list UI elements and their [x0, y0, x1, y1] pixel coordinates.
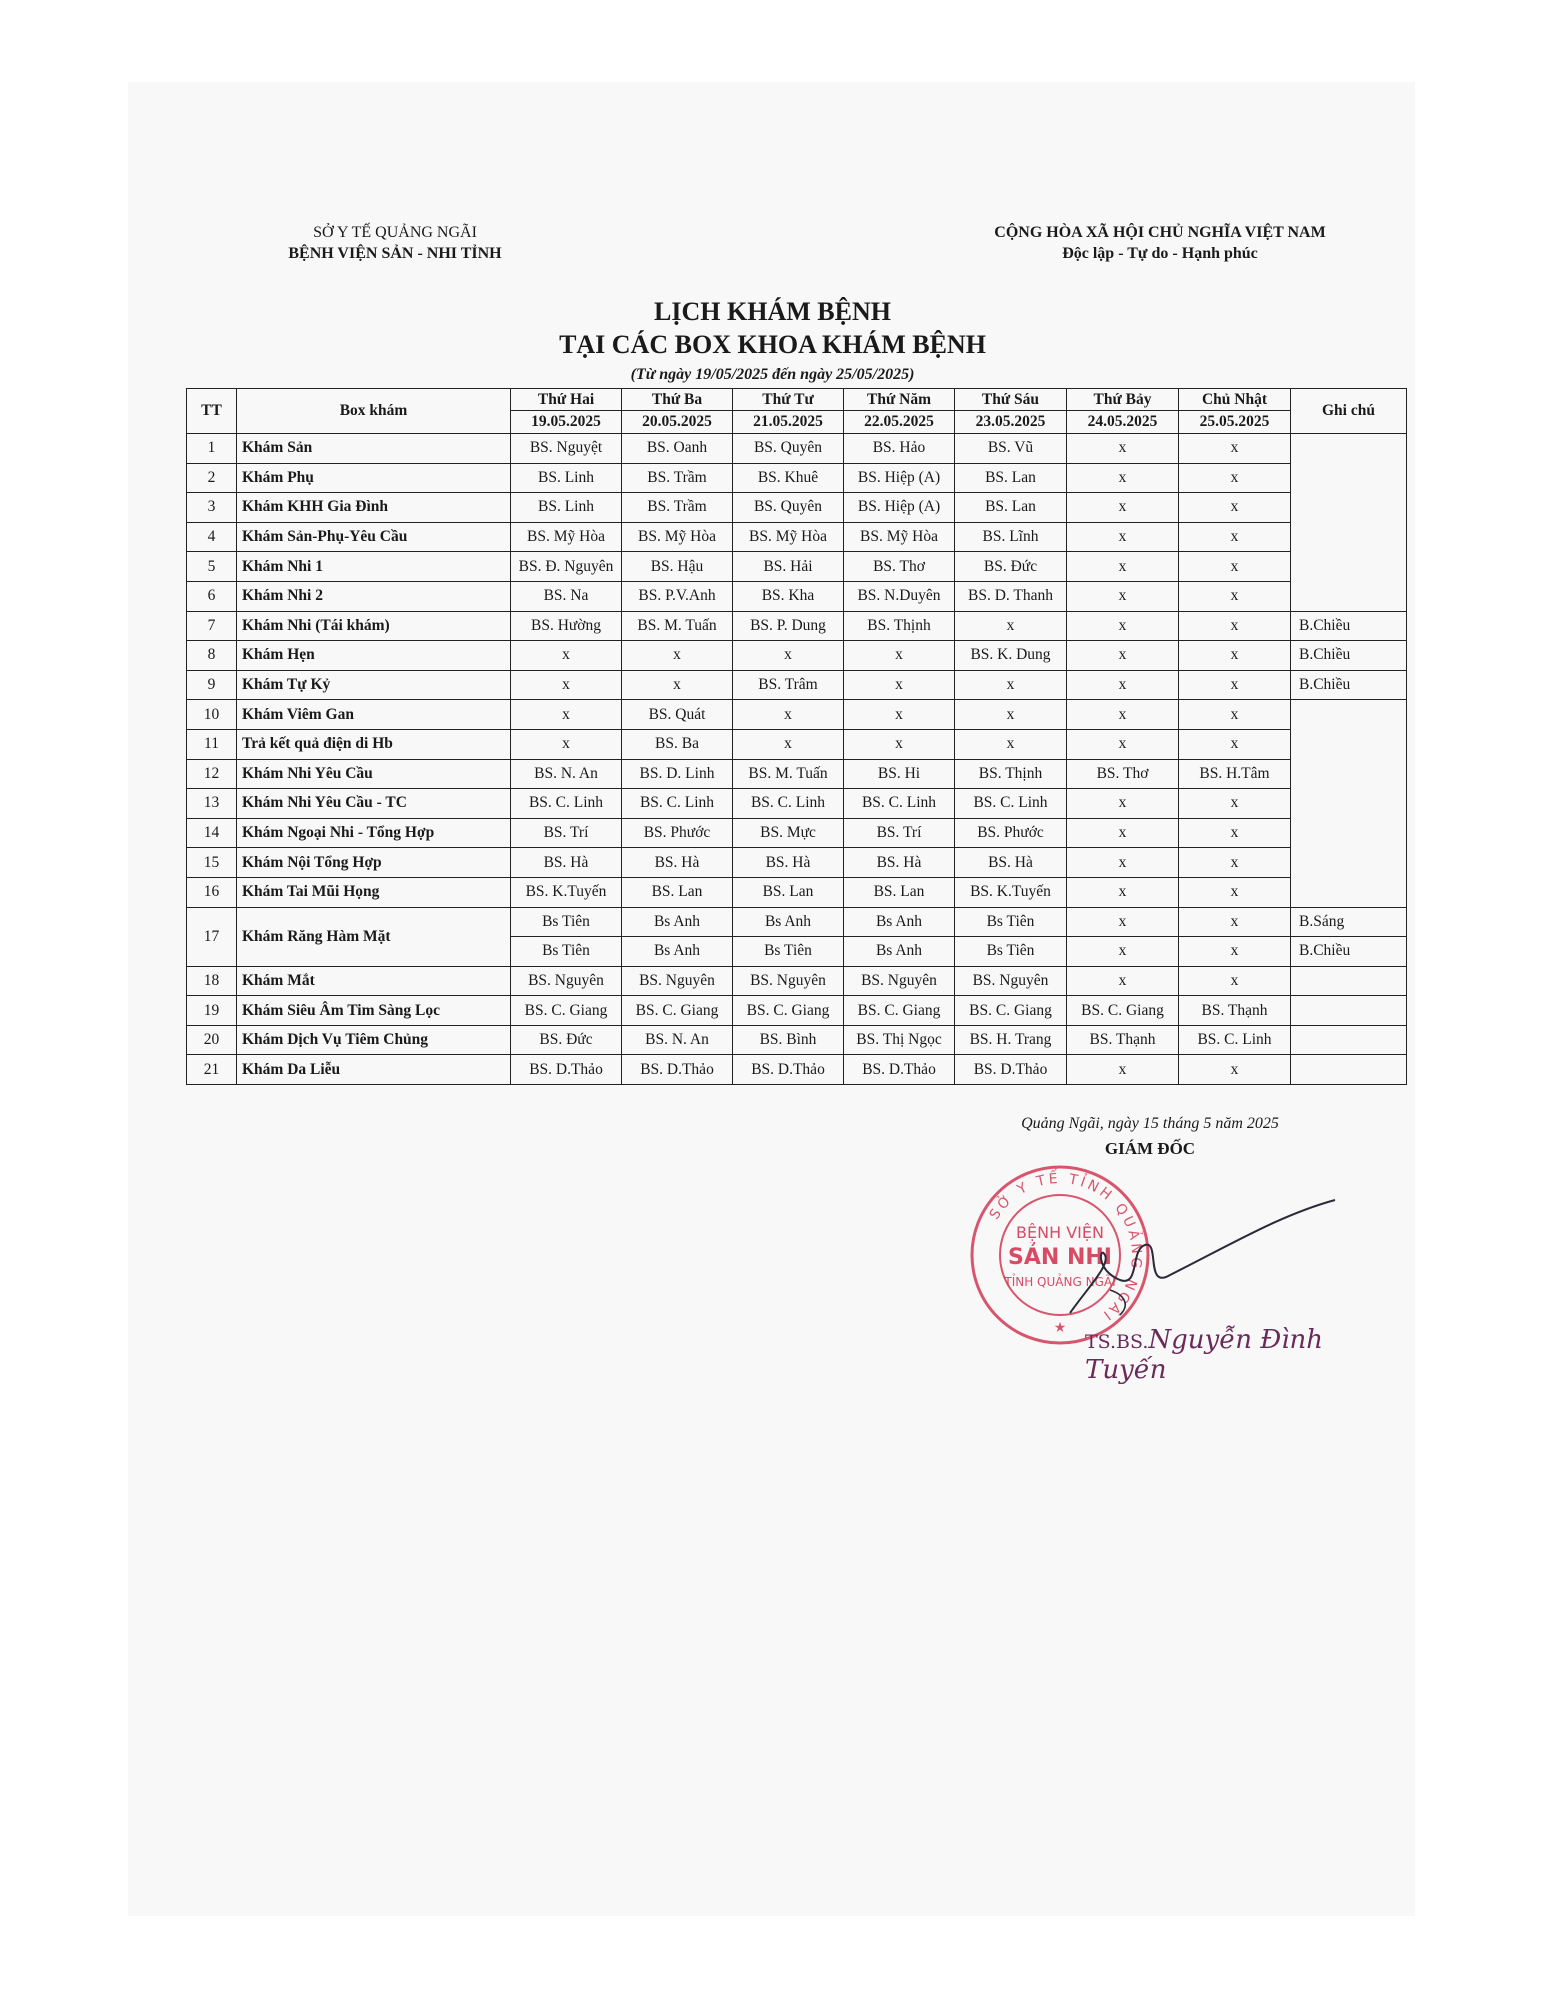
schedule-cell: BS. Đ. Nguyên — [511, 552, 622, 582]
schedule-cell: BS. C. Linh — [844, 789, 955, 819]
box-name: Khám Nhi (Tái khám) — [237, 611, 511, 641]
note-cell — [1291, 966, 1407, 996]
schedule-cell: x — [511, 641, 622, 671]
col-header-date: 22.05.2025 — [844, 411, 955, 434]
row-number: 8 — [187, 641, 237, 671]
schedule-cell: x — [1179, 907, 1291, 937]
schedule-cell: x — [1179, 966, 1291, 996]
schedule-cell: BS. M. Tuấn — [733, 759, 844, 789]
col-header-note: Ghi chú — [1291, 389, 1407, 434]
col-header-day: Thứ Ba — [622, 389, 733, 411]
table-row — [187, 966, 1407, 996]
schedule-cell: BS. Nguyệt — [511, 434, 622, 464]
row-number: 17 — [187, 907, 237, 966]
schedule-cell: x — [1179, 641, 1291, 671]
schedule-cell: BS. Hiệp (A) — [844, 463, 955, 493]
schedule-table — [186, 388, 1407, 1085]
table-row — [187, 611, 1407, 641]
schedule-cell: BS. Lan — [955, 493, 1067, 523]
table-row — [187, 670, 1407, 700]
schedule-cell: x — [1179, 522, 1291, 552]
col-header-tt: TT — [187, 389, 237, 434]
box-name: Khám Ngoại Nhi - Tổng Hợp — [237, 818, 511, 848]
schedule-cell: BS. D.Thảo — [622, 1055, 733, 1085]
schedule-cell: BS. Hậu — [622, 552, 733, 582]
note-cell: B.Sáng — [1291, 907, 1407, 937]
schedule-cell: x — [1067, 581, 1179, 611]
schedule-cell: BS. Trâm — [733, 670, 844, 700]
box-name: Khám Sản-Phụ-Yêu Cầu — [237, 522, 511, 552]
schedule-cell: BS. K.Tuyến — [955, 877, 1067, 907]
note-cell: B.Chiều — [1291, 670, 1407, 700]
col-header-date: 25.05.2025 — [1179, 411, 1291, 434]
schedule-cell: BS. Trí — [844, 818, 955, 848]
row-number: 20 — [187, 1025, 237, 1055]
table-row — [187, 552, 1407, 582]
schedule-cell: BS. Hà — [511, 848, 622, 878]
row-number: 21 — [187, 1055, 237, 1085]
schedule-cell: x — [1067, 641, 1179, 671]
schedule-cell: x — [1067, 966, 1179, 996]
schedule-cell: Bs Anh — [622, 907, 733, 937]
row-number: 13 — [187, 789, 237, 819]
schedule-cell: x — [1179, 818, 1291, 848]
col-header-date: 19.05.2025 — [511, 411, 622, 434]
row-number: 12 — [187, 759, 237, 789]
schedule-cell: BS. Nguyên — [511, 966, 622, 996]
schedule-cell: x — [511, 729, 622, 759]
box-name: Khám Siêu Âm Tim Sàng Lọc — [237, 996, 511, 1026]
box-name: Khám Viêm Gan — [237, 700, 511, 730]
col-header-date: 21.05.2025 — [733, 411, 844, 434]
schedule-cell: BS. N. An — [622, 1025, 733, 1055]
schedule-cell: BS. D. Linh — [622, 759, 733, 789]
signature-role: GIÁM ĐỐC — [1104, 1139, 1196, 1158]
schedule-cell: BS. C. Giang — [844, 996, 955, 1026]
box-name: Khám Nhi Yêu Cầu - TC — [237, 789, 511, 819]
schedule-cell: x — [1067, 907, 1179, 937]
schedule-cell: BS. Thạnh — [1179, 996, 1291, 1026]
schedule-cell: x — [955, 729, 1067, 759]
schedule-cell: BS. Hà — [622, 848, 733, 878]
schedule-cell: Bs Anh — [622, 937, 733, 967]
schedule-cell: BS. Thơ — [1067, 759, 1179, 789]
schedule-cell: BS. H.Tâm — [1179, 759, 1291, 789]
table-row — [187, 493, 1407, 523]
schedule-cell: BS. Kha — [733, 581, 844, 611]
box-name: Khám Răng Hàm Mặt — [237, 907, 511, 966]
schedule-cell: x — [1067, 877, 1179, 907]
seal-star-icon: ★ — [1053, 1321, 1067, 1336]
note-cell — [1291, 434, 1407, 612]
note-cell: B.Chiều — [1291, 937, 1407, 967]
note-cell — [1291, 700, 1407, 907]
schedule-cell: BS. Nguyên — [622, 966, 733, 996]
schedule-cell: BS. Trầm — [622, 463, 733, 493]
schedule-cell: BS. Mỹ Hòa — [844, 522, 955, 552]
row-number: 14 — [187, 818, 237, 848]
page-title: LỊCH KHÁM BỆNH — [654, 297, 891, 326]
box-name: Khám Tự Kỷ — [237, 670, 511, 700]
note-cell — [1291, 1025, 1407, 1055]
schedule-cell: x — [511, 700, 622, 730]
row-number: 9 — [187, 670, 237, 700]
table-row — [187, 700, 1407, 730]
schedule-cell: BS. C. Giang — [733, 996, 844, 1026]
seal-line-2: SẢN NHI — [1008, 1245, 1112, 1270]
box-name: Khám Nội Tổng Hợp — [237, 848, 511, 878]
row-number: 10 — [187, 700, 237, 730]
table-row — [187, 641, 1407, 671]
box-name: Khám Nhi 2 — [237, 581, 511, 611]
row-number: 4 — [187, 522, 237, 552]
schedule-cell: x — [1067, 789, 1179, 819]
schedule-cell: x — [1179, 700, 1291, 730]
row-number: 1 — [187, 434, 237, 464]
schedule-cell: BS. Trí — [511, 818, 622, 848]
schedule-cell: x — [1067, 522, 1179, 552]
schedule-cell: x — [1179, 729, 1291, 759]
table-row — [187, 434, 1407, 464]
seal-line-1: BỆNH VIỆN — [1016, 1223, 1104, 1242]
header-hospital: BỆNH VIỆN SẢN - NHI TỈNH — [288, 245, 502, 262]
table-row — [187, 1025, 1407, 1055]
note-cell: B.Chiều — [1291, 641, 1407, 671]
schedule-cell: x — [1067, 818, 1179, 848]
schedule-cell: x — [1067, 611, 1179, 641]
table-row — [187, 759, 1407, 789]
schedule-cell: BS. C. Linh — [955, 789, 1067, 819]
signer-fullname: Nguyễn Đình Tuyến — [1085, 1325, 1324, 1385]
schedule-cell: x — [844, 641, 955, 671]
schedule-cell: BS. C. Giang — [955, 996, 1067, 1026]
schedule-cell: BS. Thịnh — [955, 759, 1067, 789]
schedule-cell: BS. H. Trang — [955, 1025, 1067, 1055]
col-header-day: Thứ Sáu — [955, 389, 1067, 411]
schedule-cell: BS. Lĩnh — [955, 522, 1067, 552]
header-left — [260, 222, 530, 264]
schedule-cell: BS. N. An — [511, 759, 622, 789]
table-row — [187, 1055, 1407, 1085]
schedule-cell: x — [511, 670, 622, 700]
schedule-cell: BS. Thạnh — [1067, 1025, 1179, 1055]
schedule-cell: x — [1067, 937, 1179, 967]
schedule-cell: BS. Quyên — [733, 493, 844, 523]
schedule-cell: BS. Hải — [733, 552, 844, 582]
header-nation: CỘNG HÒA XÃ HỘI CHỦ NGHĨA VIỆT NAM — [994, 224, 1326, 241]
schedule-cell: BS. Đức — [955, 552, 1067, 582]
schedule-cell: BS. Hà — [844, 848, 955, 878]
schedule-cell: x — [1179, 493, 1291, 523]
col-header-day: Thứ Bảy — [1067, 389, 1179, 411]
signer-name — [1085, 1325, 1385, 1385]
schedule-cell: Bs Tiên — [511, 937, 622, 967]
schedule-cell: BS. K.Tuyến — [511, 877, 622, 907]
box-name: Khám Mắt — [237, 966, 511, 996]
schedule-cell: BS. Mực — [733, 818, 844, 848]
box-name: Khám Dịch Vụ Tiêm Chủng — [237, 1025, 511, 1055]
row-number: 19 — [187, 996, 237, 1026]
schedule-cell: BS. D.Thảo — [511, 1055, 622, 1085]
schedule-cell: x — [1067, 848, 1179, 878]
row-number: 6 — [187, 581, 237, 611]
table-row — [187, 522, 1407, 552]
schedule-cell: x — [844, 729, 955, 759]
schedule-cell: BS. D.Thảo — [844, 1055, 955, 1085]
schedule-cell: x — [1179, 581, 1291, 611]
schedule-cell: BS. C. Linh — [733, 789, 844, 819]
schedule-cell: x — [1179, 552, 1291, 582]
col-header-day: Thứ Tư — [733, 389, 844, 411]
schedule-cell: x — [622, 670, 733, 700]
schedule-cell: x — [1067, 493, 1179, 523]
schedule-cell: x — [1067, 434, 1179, 464]
row-number: 2 — [187, 463, 237, 493]
row-number: 16 — [187, 877, 237, 907]
schedule-cell: BS. Hảo — [844, 434, 955, 464]
signer-title: TS.BS. — [1085, 1331, 1149, 1353]
schedule-cell: x — [1179, 463, 1291, 493]
schedule-cell: BS. C. Giang — [1067, 996, 1179, 1026]
schedule-cell: BS. Lan — [622, 877, 733, 907]
col-header-day: Thứ Năm — [844, 389, 955, 411]
schedule-cell: BS. N.Duyên — [844, 581, 955, 611]
schedule-cell: x — [955, 700, 1067, 730]
table-row — [187, 848, 1407, 878]
schedule-cell: x — [733, 641, 844, 671]
schedule-cell: x — [1067, 463, 1179, 493]
schedule-cell: BS. D.Thảo — [733, 1055, 844, 1085]
schedule-cell: BS. Nguyên — [733, 966, 844, 996]
col-header-date: 24.05.2025 — [1067, 411, 1179, 434]
schedule-cell: BS. C. Giang — [622, 996, 733, 1026]
schedule-cell: Bs Anh — [733, 907, 844, 937]
schedule-cell: BS. Vũ — [955, 434, 1067, 464]
schedule-cell: BS. Lan — [733, 877, 844, 907]
row-number: 18 — [187, 966, 237, 996]
schedule-cell: x — [1067, 1055, 1179, 1085]
schedule-cell: x — [955, 611, 1067, 641]
col-header-day: Thứ Hai — [511, 389, 622, 411]
box-name: Khám Da Liễu — [237, 1055, 511, 1085]
signature-date: Quảng Ngãi, ngày 15 tháng 5 năm 2025 — [1021, 1115, 1279, 1132]
schedule-cell: x — [1179, 789, 1291, 819]
schedule-period: (Từ ngày 19/05/2025 đến ngày 25/05/2025) — [630, 366, 915, 383]
note-cell: B.Chiều — [1291, 611, 1407, 641]
schedule-cell: BS. Khuê — [733, 463, 844, 493]
schedule-cell: BS. Lan — [955, 463, 1067, 493]
page-subtitle: TẠI CÁC BOX KHOA KHÁM BỆNH — [559, 330, 986, 359]
schedule-cell: BS. Trầm — [622, 493, 733, 523]
box-name: Khám Tai Mũi Họng — [237, 877, 511, 907]
schedule-cell: x — [1067, 670, 1179, 700]
schedule-cell: BS. Thịnh — [844, 611, 955, 641]
schedule-cell: BS. Hà — [733, 848, 844, 878]
schedule-cell: Bs Tiên — [733, 937, 844, 967]
schedule-cell: x — [1179, 611, 1291, 641]
schedule-cell: BS. Nguyên — [955, 966, 1067, 996]
box-name: Khám Hẹn — [237, 641, 511, 671]
table-row — [187, 907, 1407, 937]
schedule-cell: BS. Phước — [955, 818, 1067, 848]
schedule-cell: x — [1067, 552, 1179, 582]
schedule-cell: x — [1179, 848, 1291, 878]
row-number: 7 — [187, 611, 237, 641]
schedule-cell: BS. Hà — [955, 848, 1067, 878]
schedule-cell: x — [1067, 700, 1179, 730]
table-row — [187, 818, 1407, 848]
schedule-cell: x — [1179, 877, 1291, 907]
schedule-cell: BS. P. Dung — [733, 611, 844, 641]
schedule-cell: BS. Mỹ Hòa — [733, 522, 844, 552]
schedule-cell: BS. C. Giang — [511, 996, 622, 1026]
box-name: Trả kết quả điện di Hb — [237, 729, 511, 759]
schedule-cell: BS. Hiệp (A) — [844, 493, 955, 523]
header-motto: Độc lập - Tự do - Hạnh phúc — [1062, 245, 1258, 262]
row-number: 15 — [187, 848, 237, 878]
schedule-cell: x — [1179, 670, 1291, 700]
schedule-cell: BS. D. Thanh — [955, 581, 1067, 611]
schedule-cell: BS. Bình — [733, 1025, 844, 1055]
seal-ring-text: SỞ Y TẾ TỈNH QUẢNG NGÃI — [986, 1170, 1145, 1325]
schedule-cell: x — [1179, 434, 1291, 464]
schedule-cell: BS. Hường — [511, 611, 622, 641]
schedule-cell: x — [733, 729, 844, 759]
table-row — [187, 729, 1407, 759]
box-name: Khám Phụ — [237, 463, 511, 493]
schedule-cell: Bs Anh — [844, 937, 955, 967]
box-name: Khám Nhi 1 — [237, 552, 511, 582]
box-name: Khám Sản — [237, 434, 511, 464]
schedule-cell: BS. Thơ — [844, 552, 955, 582]
schedule-cell: BS. Đức — [511, 1025, 622, 1055]
schedule-cell: BS. D.Thảo — [955, 1055, 1067, 1085]
seal-line-3: TỈNH QUẢNG NGÃI — [1004, 1275, 1116, 1289]
col-header-date: 23.05.2025 — [955, 411, 1067, 434]
schedule-cell: BS. Quát — [622, 700, 733, 730]
schedule-cell: BS. Mỹ Hòa — [511, 522, 622, 552]
table-row — [187, 463, 1407, 493]
schedule-cell: Bs Tiên — [955, 937, 1067, 967]
schedule-cell: Bs Anh — [844, 907, 955, 937]
table-row — [187, 581, 1407, 611]
schedule-cell: x — [844, 670, 955, 700]
col-header-day: Chủ Nhật — [1179, 389, 1291, 411]
schedule-cell: BS. Na — [511, 581, 622, 611]
schedule-cell: BS. M. Tuấn — [622, 611, 733, 641]
schedule-cell: BS. Linh — [511, 463, 622, 493]
col-header-box: Box khám — [237, 389, 511, 434]
schedule-body — [187, 434, 1407, 1085]
schedule-cell: BS. Ba — [622, 729, 733, 759]
schedule-cell: x — [844, 700, 955, 730]
table-row — [187, 996, 1407, 1026]
schedule-cell: BS. Thị Ngọc — [844, 1025, 955, 1055]
box-name: Khám KHH Gia Đình — [237, 493, 511, 523]
schedule-cell: BS. Lan — [844, 877, 955, 907]
schedule-cell: BS. Linh — [511, 493, 622, 523]
header-right — [955, 222, 1365, 264]
schedule-cell: x — [1179, 1055, 1291, 1085]
schedule-cell: BS. C. Linh — [1179, 1025, 1291, 1055]
schedule-cell: BS. P.V.Anh — [622, 581, 733, 611]
schedule-cell: BS. C. Linh — [622, 789, 733, 819]
schedule-cell: BS. K. Dung — [955, 641, 1067, 671]
schedule-cell: BS. Oanh — [622, 434, 733, 464]
note-cell — [1291, 996, 1407, 1026]
schedule-cell: x — [1179, 937, 1291, 967]
table-row — [187, 877, 1407, 907]
schedule-cell: Bs Tiên — [511, 907, 622, 937]
row-number: 5 — [187, 552, 237, 582]
schedule-cell: BS. Mỹ Hòa — [622, 522, 733, 552]
box-name: Khám Nhi Yêu Cầu — [237, 759, 511, 789]
handwritten-signature — [1050, 1195, 1340, 1325]
row-number: 11 — [187, 729, 237, 759]
schedule-cell: x — [1067, 729, 1179, 759]
schedule-cell: x — [733, 700, 844, 730]
schedule-cell: BS. Quyên — [733, 434, 844, 464]
schedule-cell: BS. Phước — [622, 818, 733, 848]
header-department: SỞ Y TẾ QUẢNG NGÃI — [313, 224, 477, 241]
schedule-cell: BS. Hi — [844, 759, 955, 789]
table-row — [187, 789, 1407, 819]
col-header-date: 20.05.2025 — [622, 411, 733, 434]
schedule-cell: BS. C. Linh — [511, 789, 622, 819]
schedule-cell: BS. Nguyên — [844, 966, 955, 996]
schedule-cell: Bs Tiên — [955, 907, 1067, 937]
schedule-cell: x — [955, 670, 1067, 700]
note-cell — [1291, 1055, 1407, 1085]
schedule-cell: x — [622, 641, 733, 671]
row-number: 3 — [187, 493, 237, 523]
